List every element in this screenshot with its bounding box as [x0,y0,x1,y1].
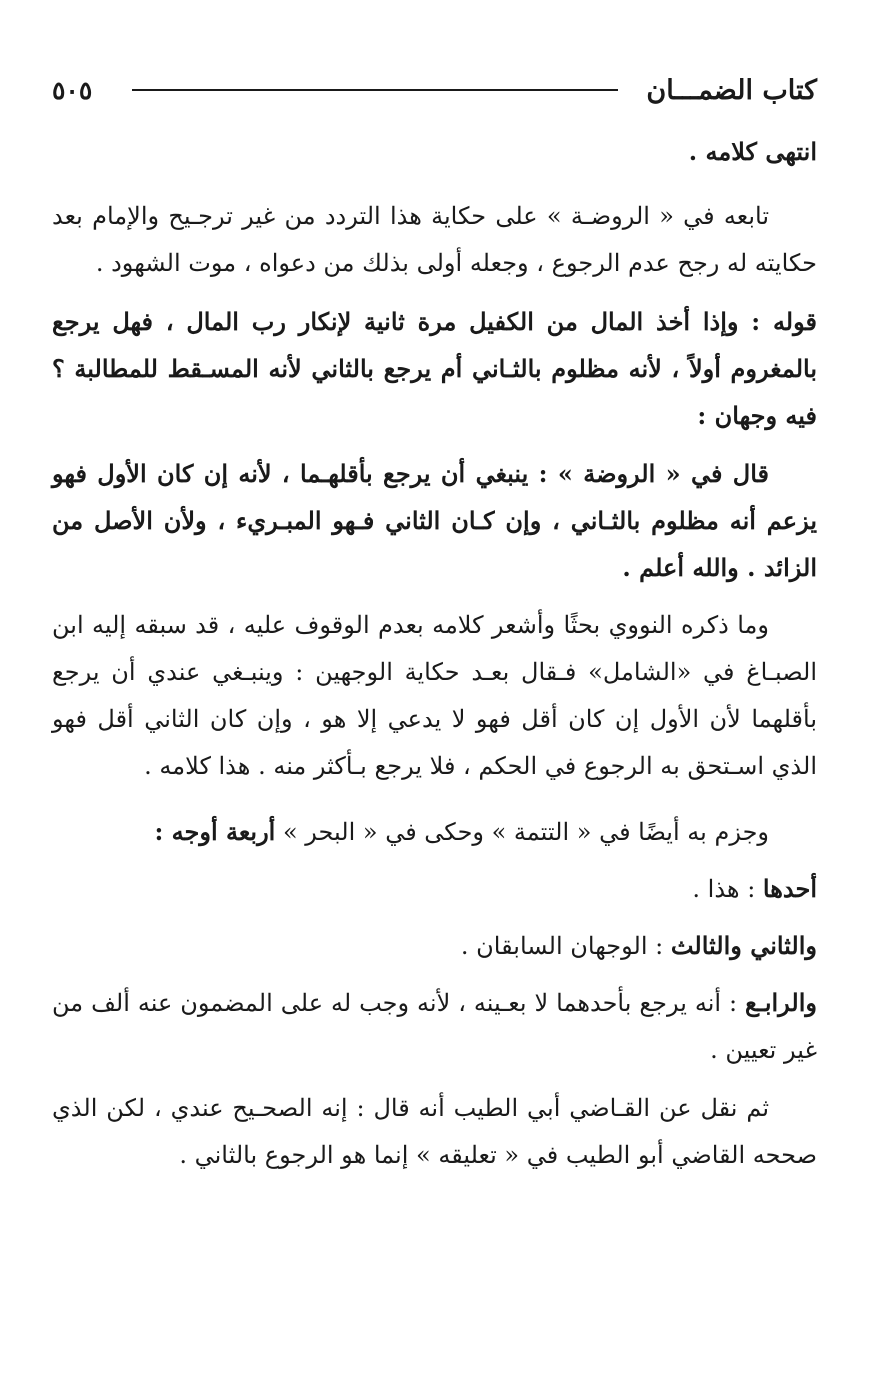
paragraph-commentary: تابعه في « الروضـة » على حكاية هذا التردد من غير ترجـيح والإمام بعد حكايته له رجح عدم الرجوع ، وجعله أولى بذلك من دعواه ، موت الشهود . [52,202,817,277]
paragraph-nawawi-discussion: وما ذكره النووي بحثًا وأشعر كلامه بعدم الوقوف عليه ، قد سبقه إليه ابن الصبـاغ في «الشامل» فـقال بعـد حكاية الوجهين : وينبـغي عندي أن يرجع بأقلهما لأن الأول إن كان أقل فهو لا يدعي إلا هو ، وإن كان الثاني أقل فهو الذي اسـتحق به الرجوع في الحكم ، فلا يرجع بـأكثر منه . هذا كلامه . [52,611,817,780]
first-view-text: : هذا . [692,875,763,903]
header-rule [132,89,618,91]
four-views-lead: وجزم به أيضًا في « التتمة » وحكى في « البحر » [275,818,769,846]
paragraph-fourth-view [52,979,817,1074]
second-third-views-heading: والثاني والثالث [670,931,817,960]
paragraph-rawda-quote: قال في « الروضة » : ينبغي أن يرجع بأقلهـما ، لأنه إن كان الأول فهو يزعم أنه مظلوم بالثـاني ، وإن كـان الثاني فـهو المبـريء ، ولأن الأصل من الزائد . والله أعلم . [52,459,817,582]
page-number: ٥٠٥ [52,75,93,105]
paragraph-qadi-abu-tayyib: ثم نقل عن القـاضي أبي الطيب أنه قال : إنه الصحـيح عندي ، لكن الذي صححه القاضي أبو الطيب في « تعليقه » إنما هو الرجوع بالثاني . [52,1094,817,1169]
fourth-view-text: : أنه يرجع بأحدهما لا بعـينه ، لأنه وجب له على المضمون عنه ألف من غير تعيين . [52,989,817,1064]
second-third-views-text: : الوجهان السابقان . [460,932,671,960]
four-views-heading: أربعة أوجه : [154,817,276,846]
first-view-heading: أحدها [762,874,817,903]
running-title: كتاب الضمـــان [646,74,817,106]
paragraph-end-of-quote: انتهى كلامه . [688,137,817,166]
fourth-view-heading: والرابـع [745,988,817,1017]
running-header [52,70,817,110]
paragraph-second-third-views [52,922,817,970]
page-body [52,128,817,1179]
paragraph-first-view [52,865,817,913]
paragraph-quoted-question: قوله : وإذا أخذ المال من الكفيل مرة ثانية لإنكار رب المال ، فهل يرجع بالمغروم أولاً ، لأنه مظلوم بالثـاني أم يرجع بالثاني لأنه المسـقط للمطالبة ؟ فيه وجهان : [52,307,817,430]
paragraph-four-views [52,808,817,856]
